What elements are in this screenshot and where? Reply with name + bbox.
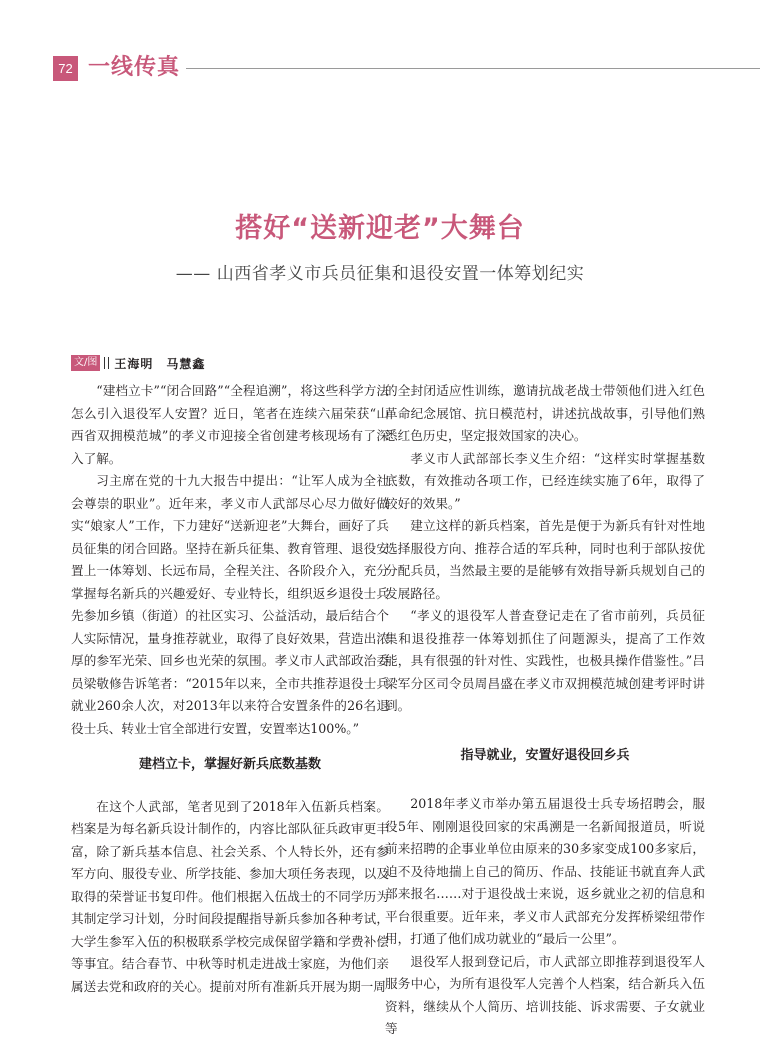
article-title: 搭好“送新迎老”大舞台 [235, 213, 525, 244]
byline-separator [104, 357, 109, 369]
page-header [0, 52, 760, 88]
header-rule [186, 68, 760, 69]
byline-authors: 王海明 马慧鑫 [114, 356, 206, 371]
left-column [71, 380, 389, 998]
right-column [385, 380, 705, 1041]
byline [71, 354, 205, 372]
section-label: 一线传真 [88, 55, 181, 80]
paragraph: “孝义的退役军人普查登记走在了省市前列，兵员征集和退役推荐一体筹划抓住了问题源头，提高了工作效能，具有很强的针对性、实践性，也极具操作借鉴性。”吕梁军分区司令员周昌盛在孝义市双拥模范城创建考评时讲到。 [385, 608, 705, 713]
byline-tag: 文/图 [71, 355, 100, 371]
section-heading: 建档立卡，掌握好新兵底数基数 [138, 757, 321, 772]
paragraph: 孝义市人武部部长李义生介绍：“这样实时掌握基数底数，有效推动各项工作，已经连续实施了6年，取得了较好的效果。” [385, 450, 705, 511]
paragraph: 的全封闭适应性训练，邀请抗战老战士带领他们进入红色革命纪念展馆、抗日模范村，讲述抗战故事，引导他们熟悉红色历史，坚定报效国家的决心。 [385, 383, 705, 443]
paragraph: 2018年孝义市举办第五届退役士兵专场招聘会，服役5年、刚刚退役回家的宋禹溯是一名新闻报道员，听说前来招聘的企事业单位由原来的30多家变成100多家后，迫不及待地揣上自己的简历、作品、技能证书就直奔人武部来报名……对于退役战士来说，返乡就业之初的信息和平台很重要。近年来，孝义市人武部充分发挥桥梁纽带作用，打通了他们成功就业的“最后一公里”。 [385, 796, 705, 946]
paragraph: 在这个人武部，笔者见到了2018年入伍新兵档案。档案是为每名新兵设计制作的，内容比部队征兵政审更丰富，除了新兵基本信息、社会关系、个人特长外，还有参军方向、服役专业、所学技能、参加大项任务表现，以及取得的荣誉证书复印件。他们根据入伍战士的不同学历为其制定学习计划，分时间段提醒指导新兵参加各种考试，大学生参军入伍的积极联系学校完成保留学籍和学费补偿等事宜。结合春节、中秋等时机走进战士家庭，为他们亲属送去党和政府的关心。提前对所有准新兵开展为期一周 [71, 798, 389, 994]
page-number: 72 [53, 56, 78, 81]
paragraph: 习主席在党的十九大报告中提出：“让军人成为全社会尊崇的职业”。近年来，孝义市人武部尽心尽力做好做实“娘家人”工作，下力建好“送新迎老”大舞台，画好了兵员征集的闭合回路。坚持在新兵征集、教育管理、退役安置上一体筹划、长远布局，全程关注、各阶段介入，充分掌握每名新兵的兴趣爱好、专业特长，组织返乡退役士兵先参加乡镇（街道）的社区实习、公益活动，最后结合个人实际情况，量身推荐就业，取得了良好效果，营造出浓厚的参军光荣、回乡也光荣的氛围。孝义市人武部政治委员梁敬修告诉笔者：“2015年以来，全市共推荐退役士兵就业260余人次，对2013年以来符合安置条件的26名退役士兵、转业士官全部进行安置，安置率达100%。” [71, 473, 389, 736]
article-subtitle: —— 山西省孝义市兵员征集和退役安置一体筹划纪实 [175, 264, 585, 284]
paragraph: “建档立卡”“闭合回路”“全程追溯”，将这些科学方法怎么引入退役军人安置？近日，笔者在连续六届荣获“山西省双拥模范城”的孝义市迎接全省创建考核现场有了深入了解。 [71, 383, 389, 466]
section-heading: 指导就业，安置好退役回乡兵 [460, 747, 630, 763]
paragraph: 建立这样的新兵档案，首先是便于为新兵有针对性地选择服役方向、推荐合适的军兵种，同时也利于部队按优分配兵员，当然最主要的是能够有效指导新兵规划自己的发展路径。 [385, 518, 705, 601]
paragraph: 退役军人报到登记后，市人武部立即推荐到退役军人服务中心，为所有退役军人完善个人档案，结合新兵入伍资料，继续从个人简历、培训技能、诉求需要、子女就业等 [385, 953, 705, 1036]
